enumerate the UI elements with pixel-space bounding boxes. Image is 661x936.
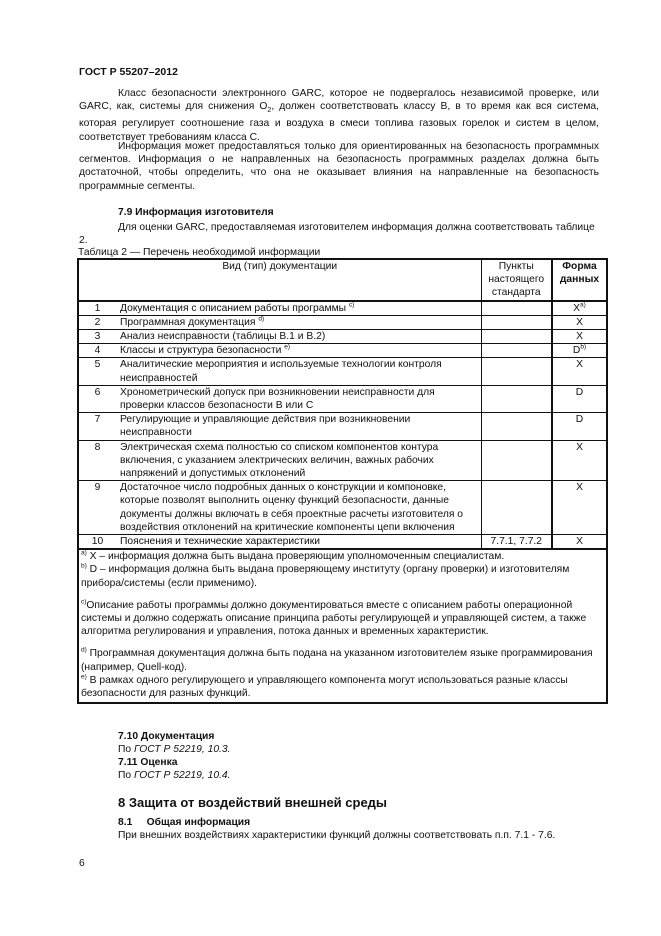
footnote-mark: e) [81, 673, 87, 681]
table-2 [77, 258, 608, 704]
footnote-mark: d) [81, 647, 87, 655]
section-8-1-text: При внешних воздействиях характеристики функций должны соответствовать п.п. 7.1 - 7.6. [118, 830, 556, 841]
footnote-ref: a) [580, 301, 586, 309]
row-clauses [481, 440, 552, 481]
header-clauses: Пункты настоящего стандарта [481, 259, 552, 301]
row-description [116, 358, 481, 385]
table-footnotes [77, 550, 608, 704]
row-description [116, 301, 481, 316]
header-doc-type: Вид (тип) документации [78, 259, 481, 301]
prefix: По [118, 770, 134, 781]
form-value: X [576, 316, 583, 328]
footnote [81, 563, 604, 589]
row-number: 2 [78, 315, 116, 329]
row-description [116, 385, 481, 412]
row-data-form [552, 344, 607, 358]
section-7-10-text [118, 744, 231, 755]
row-number: 3 [78, 330, 116, 344]
footnote-text: Описание работы программы должно документироваться вместе с описанием работы операционной системы и должно содержать описание принципа работы регулирующей и управляющей систем, а также алгоритма регулирования и управления, потока данных и временных характеристик. [81, 599, 587, 638]
row-data-form [552, 301, 607, 316]
footnote-mark: b) [81, 563, 87, 571]
p1-subscript: 2 [267, 107, 272, 115]
row-data-form [552, 481, 607, 535]
intro-paragraph-2: Информация может предоставляться только для ориентированных на безопасность программных сегментов. Информация о не направленных на безопасность программных разделах должна быть достаточной, чтобы определить, что она не оказывает влияния на направленные на безопасность программные сегменты. [79, 141, 599, 192]
page-number: 6 [79, 858, 85, 869]
reference: ГОСТ Р 52219, 10.3. [134, 744, 231, 755]
form-value: D [575, 386, 584, 398]
p1-text-a: Класс безопасности электронного GARC, которое не подвергалось независимой проверке, или GARC, как, системы для снижения O [79, 88, 599, 113]
footnote-ref: d) [258, 315, 265, 323]
form-value: X [576, 359, 583, 371]
row-clauses [481, 481, 552, 535]
p1-text-b: , должен соответствовать классу В, в то время как вся система, которая регулирует соотношение газа и воздуха в смеси топлива газовых горелок и систем в целом, соответствует требованиям класса С. [79, 101, 599, 143]
footnote [81, 550, 604, 563]
footnote-ref: e) [284, 343, 291, 351]
form-value: X [573, 302, 581, 314]
description-text: Программная документация [120, 316, 256, 328]
row-data-form [552, 315, 607, 329]
row-clauses [481, 344, 552, 358]
document-header: ГОСТ Р 55207–2012 [79, 66, 178, 78]
description-text: Пояснения и технические характеристики [120, 536, 321, 548]
intro-paragraph-1 [79, 87, 599, 144]
form-value: D [572, 345, 581, 357]
section-7-10-heading: 7.10 Документация [118, 731, 215, 742]
description-text: Хронометрический допуск при возникновении неисправности для проверки классов безопасности В или С [120, 386, 435, 412]
row-number: 6 [78, 385, 116, 412]
row-description [116, 344, 481, 358]
description-text: Аналитические мероприятия и используемые технологии контроля неисправностей [120, 359, 442, 384]
table-caption: Таблица 2 — Перечень необходимой информации [78, 247, 321, 258]
row-clauses [481, 301, 552, 316]
row-clauses [481, 330, 552, 344]
row-description [116, 440, 481, 481]
row-description [116, 535, 481, 550]
row-data-form [552, 330, 607, 344]
footnote-ref: c) [348, 301, 355, 309]
section-8-heading: 8 Защита от воздействий внешней среды [118, 795, 388, 810]
row-data-form [552, 535, 607, 550]
footnote-text: X – информация должна быть выдана проверяющим уполномоченным специалистам. [86, 551, 505, 563]
row-description [116, 481, 481, 535]
table-row [78, 315, 607, 329]
table-row [78, 301, 607, 316]
form-value: X [576, 441, 583, 453]
footnote [81, 647, 604, 673]
footnote [81, 674, 604, 700]
table-row [78, 481, 607, 535]
row-data-form [552, 358, 607, 385]
prefix: По [118, 744, 134, 755]
description-text: Анализ неисправности (таблицы В.1 и В.2) [120, 331, 326, 343]
table-row [78, 358, 607, 385]
footnote [81, 599, 604, 639]
row-clauses [481, 315, 552, 329]
form-value: X [576, 482, 583, 494]
row-number: 10 [78, 535, 116, 550]
row-description [116, 413, 481, 440]
row-clauses: 7.7.1, 7.7.2 [481, 535, 552, 550]
section-8-1-heading: 8.1 Общая информация [118, 817, 251, 828]
form-value: X [576, 331, 583, 343]
table-row [78, 413, 607, 440]
description-text: Документация с описанием работы программы [120, 302, 347, 314]
row-clauses [481, 385, 552, 412]
row-data-form [552, 440, 607, 481]
row-clauses [481, 358, 552, 385]
row-description [116, 330, 481, 344]
description-text: Регулирующие и управляющие действия при возникновении неисправности [120, 414, 411, 439]
footnote-text: Программная документация должна быть подана на указанном изготовителем языке программирования (например, Quell-код). [81, 648, 593, 673]
footnote-text: В рамках одного регулирующего и управляющего компонента могут использоваться разные классы безопасности для разных функций. [81, 674, 568, 700]
row-number: 7 [78, 413, 116, 440]
footnote-text: D – информация должна быть выдана проверяющему институту (органу проверки) и изготовителям прибора/системы (если применимо). [81, 564, 570, 589]
row-data-form [552, 385, 607, 412]
table-row [78, 344, 607, 358]
description-text: Классы и структура безопасности [120, 345, 282, 357]
row-number: 4 [78, 344, 116, 358]
row-number: 5 [78, 358, 116, 385]
section-7-11-heading: 7.11 Оценка [118, 757, 178, 768]
table-row [78, 330, 607, 344]
table-row [78, 440, 607, 481]
table-row [78, 385, 607, 412]
reference: ГОСТ Р 52219, 10.4. [134, 770, 231, 781]
footnote-ref: b) [580, 343, 587, 351]
row-number: 8 [78, 440, 116, 481]
row-number: 9 [78, 481, 116, 535]
row-clauses [481, 413, 552, 440]
form-value: D [575, 414, 584, 426]
row-number: 1 [78, 301, 116, 316]
header-data-form: Форма данных [552, 259, 607, 301]
table-row [78, 535, 607, 550]
section-7-11-text [118, 770, 231, 781]
footnote-mark: c) [81, 598, 87, 606]
section-7-9-text: Для оценки GARC, предоставляемая изготовителем информация должна соответствовать таблице 2. [79, 222, 595, 247]
row-description [116, 315, 481, 329]
description-text: Электрическая схема полностью со списком компонентов контура включения, с указанием электрических величин, важных рабочих напряжений и допустимых отклонений [120, 441, 439, 480]
section-7-9-heading: 7.9 Информация изготовителя [118, 207, 274, 218]
footnote-mark: a) [81, 549, 87, 557]
description-text: Достаточное число подробных данных о конструкции и компоновке, которые позволят выполнить оценку функций безопасности, данные документы должны включать в себя проектные расчеты изготовителя о воздействия отклонений на критические компоненты цепи включения [120, 482, 463, 533]
form-value: X [576, 536, 583, 548]
row-data-form [552, 413, 607, 440]
